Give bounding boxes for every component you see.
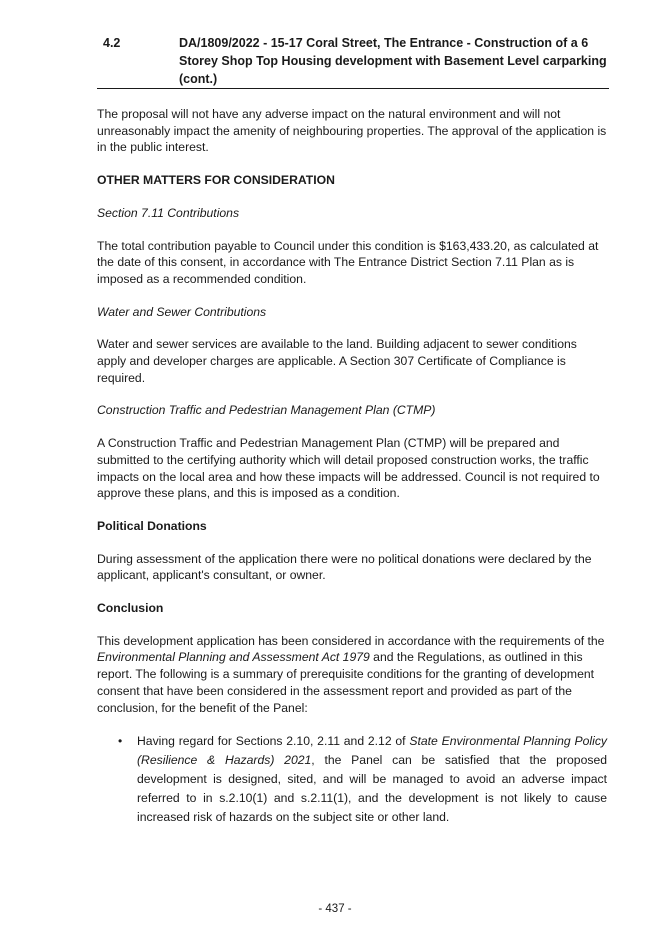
bullet-text-2: , the Panel can be satisfied that the proposed development is designed, sited, and will be managed to avoid an adverse impact referred to in s.2.10(1) and s.2.11(1), and the development is not likely to cause increased risk of hazards on the subject site or other land.	[137, 753, 607, 825]
ctmp-paragraph: A Construction Traffic and Pedestrian Management Plan (CTMP) will be prepared and submitted to the certifying authority which will detail proposed construction works, the traffic impacts on the local area and how these impacts will be addressed. Council is not required to approve these plans, and this is imposed as a condition.	[97, 436, 600, 501]
donations-paragraph: During assessment of the application there were no political donations were declared by the applicant, applicant's consultant, or owner.	[97, 551, 592, 583]
ctmp-subheading: Construction Traffic and Pedestrian Management Plan (CTMP)	[97, 403, 436, 418]
item-title: DA/1809/2022 - 15-17 Coral Street, The Entrance - Construction of a 6 Storey Shop Top Housing development with Basement Level carparking (cont.)	[179, 36, 607, 86]
other-matters-heading: OTHER MATTERS FOR CONSIDERATION	[97, 173, 335, 188]
conclusion-text-1: This development application has been considered in accordance with the requirements of the	[97, 633, 605, 648]
list-item	[97, 732, 607, 827]
intro-paragraph: The proposal will not have any adverse impact on the natural environment and will not unreasonably impact the amenity of neighbouring properties. The approval of the application is in the public interest.	[97, 107, 607, 155]
conclusion-paragraph	[97, 633, 607, 717]
item-number: 4.2	[103, 36, 121, 50]
report-body	[97, 106, 607, 827]
header-divider	[97, 88, 609, 89]
bullet-text-1: Having regard for Sections 2.10, 2.11 and 2.12 of	[137, 734, 410, 749]
act-title: Environmental Planning and Assessment Act 1979	[97, 650, 370, 665]
s711-paragraph: The total contribution payable to Council under this condition is $163,433.20, as calculated at the date of this consent, in accordance with The Entrance District Section 7.11 Plan as is imposed as a recommended condition.	[97, 238, 599, 286]
bullet-icon: •	[118, 734, 123, 749]
bullet-paragraph	[97, 732, 607, 827]
water-paragraph: Water and sewer services are available to the land. Building adjacent to sewer conditions apply and developer charges are applicable. A Section 307 Certificate of Compliance is required.	[97, 337, 577, 385]
page-number: - 437 -	[318, 903, 352, 915]
sepp-title: State Environmental Planning Policy (Resilience & Hazards) 2021	[137, 734, 608, 768]
conclusion-text-2: and the Regulations, as outlined in this report. The following is a summary of prerequisite conditions for the granting of development consent that have been considered in the assessment report and provided as part of the conclusion, for the benefit of the Panel:	[97, 650, 595, 715]
donations-heading: Political Donations	[97, 518, 207, 533]
prerequisite-list	[97, 732, 607, 827]
water-subheading: Water and Sewer Contributions	[97, 304, 267, 319]
agenda-item-header	[97, 34, 609, 88]
s711-subheading: Section 7.11 Contributions	[97, 205, 240, 220]
conclusion-heading: Conclusion	[97, 601, 164, 616]
